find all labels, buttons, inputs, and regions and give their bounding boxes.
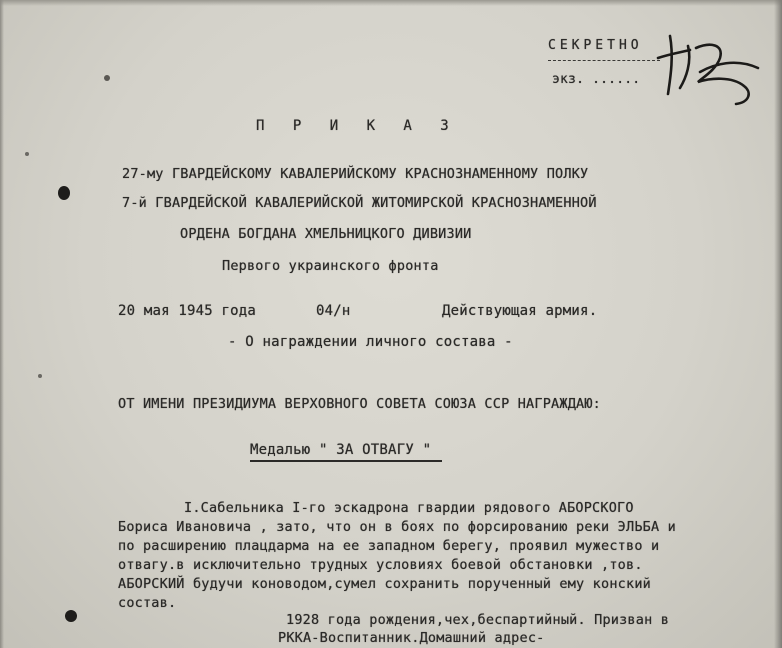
paper-speck [38, 374, 42, 378]
document-title: П Р И К А З [256, 118, 459, 134]
paper-speck [104, 75, 110, 81]
paper-speck [25, 152, 29, 156]
addressee-line-3: ОРДЕНА БОГДАНА ХМЕЛЬНИЦКОГО ДИВИЗИИ [180, 226, 472, 242]
body-line: I.Сабельника I-го эскадрона гвардии рядового АБОРСКОГО [184, 500, 634, 516]
order-location: Действующая армия. [442, 303, 598, 319]
classification-stamp: СЕКРЕТНО [548, 38, 643, 53]
paper-edge-top [0, 0, 782, 6]
order-date: 20 мая 1945 года [118, 303, 257, 319]
punch-hole [58, 186, 70, 200]
addressee-line-1: 27-му ГВАРДЕЙСКОМУ КАВАЛЕРИЙСКОМУ КРАСНОЗНАМЕННОМУ ПОЛКУ [122, 166, 589, 182]
addressee-line-4: Первого украинского фронта [222, 258, 439, 274]
body-line: состав. [118, 595, 177, 611]
body-line: отвагу.в исключительно трудных условиях боевой обстановки ,тов. [118, 557, 643, 573]
body-line: по расширению плацдарма на ее западном берегу, проявил мужество и [118, 538, 660, 554]
body-line: АБОРСКИЙ будучи коноводом,сумел сохранить порученный ему конский [118, 576, 651, 592]
copy-number: экз. ...... [552, 72, 641, 87]
addressee-line-2: 7-й ГВАРДЕЙСКОЙ КАВАЛЕРИЙСКОЙ ЖИТОМИРСКОЙ КРАСНОЗНАМЕННОЙ [122, 195, 597, 211]
order-number: 04/н [316, 303, 351, 319]
body-line: РККА-Воспитанник.Домашний адрес- [278, 630, 545, 646]
body-line: 1928 года рождения,чех,беспартийный. Призван в [286, 612, 670, 628]
on-behalf-line: ОТ ИМЕНИ ПРЕЗИДИУМА ВЕРХОВНОГО СОВЕТА СОЮЗА ССР НАГРАЖДАЮ: [118, 396, 602, 412]
order-subject: - О награждении личного состава - [228, 334, 513, 350]
punch-hole [65, 610, 77, 622]
paper-edge-left [0, 0, 4, 648]
award-name: Медалью " ЗА ОТВАГУ " [250, 442, 432, 458]
award-underline [250, 460, 442, 462]
body-line: Бориса Ивановича , зато, что он в боях по форсированию реки ЭЛЬБА и [118, 519, 676, 535]
handwritten-signature [640, 28, 770, 108]
paper-edge-right [774, 0, 782, 648]
